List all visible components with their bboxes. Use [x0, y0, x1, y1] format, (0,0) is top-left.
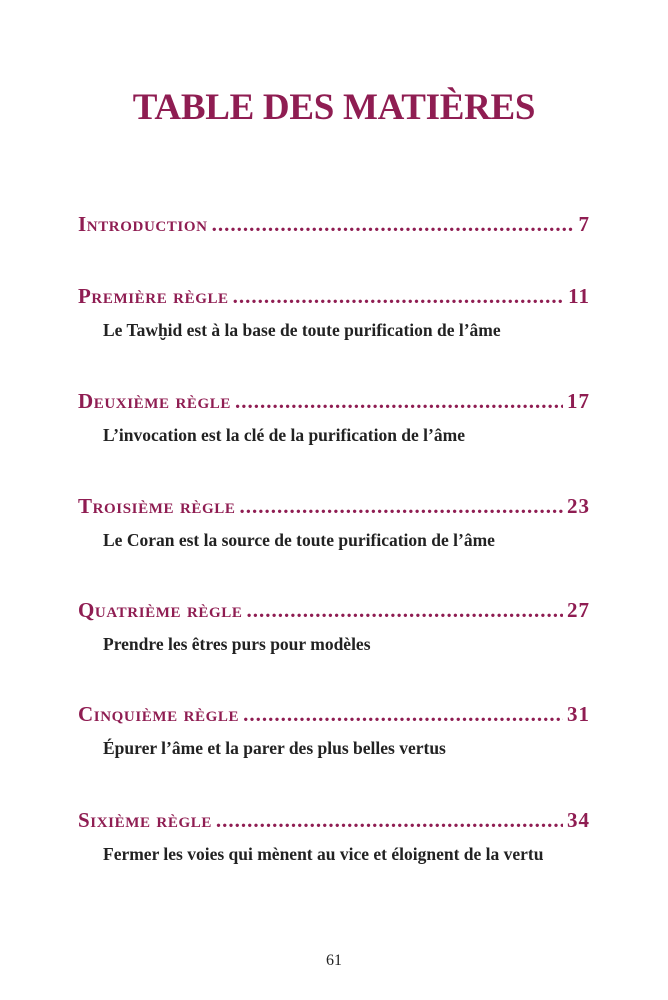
- toc-heading-label: Deuxième règle: [78, 389, 232, 413]
- toc-heading-row[interactable]: [78, 212, 590, 242]
- toc-entry-cinquieme-regle[interactable]: [78, 702, 590, 759]
- toc-entry-quatrieme-regle[interactable]: [78, 598, 590, 655]
- toc-page-number: 7: [578, 212, 590, 236]
- toc-heading-row[interactable]: [78, 702, 590, 732]
- dot-leader: [216, 808, 563, 833]
- toc-subtitle: Épurer l’âme et la parer des plus belles vertus: [103, 738, 446, 758]
- toc-entry-sixieme-regle[interactable]: [78, 808, 590, 865]
- toc-subtitle: Fermer les voies qui mènent au vice et éloignent de la vertu: [103, 844, 544, 864]
- toc-heading-label: Sixième règle: [78, 808, 212, 832]
- toc-subtitle: L’invocation est la clé de la purification de l’âme: [103, 425, 465, 445]
- toc-subtitle: Le Tawḫid est à la base de toute purification de l’âme: [103, 320, 501, 340]
- toc-entry-introduction[interactable]: [78, 212, 590, 242]
- dot-leader: [235, 389, 563, 414]
- toc-heading-row[interactable]: [78, 598, 590, 628]
- page-number: 61: [326, 952, 342, 969]
- toc-heading-row[interactable]: [78, 494, 590, 524]
- toc-heading-label: Introduction: [78, 212, 208, 236]
- toc-heading-row[interactable]: [78, 389, 590, 419]
- dot-leader: [243, 702, 563, 727]
- toc-page-number: 31: [567, 702, 590, 726]
- toc-subtitle: Prendre les êtres purs pour modèles: [103, 634, 371, 654]
- dot-leader: [239, 494, 563, 519]
- toc-heading-label: Quatrième règle: [78, 598, 243, 622]
- toc-entry-troisieme-regle[interactable]: [78, 494, 590, 551]
- page-title: TABLE DES MATIÈRES: [132, 87, 536, 128]
- dot-leader: [247, 598, 564, 623]
- toc-page-number: 34: [567, 808, 590, 832]
- toc-page-number: 11: [568, 284, 590, 308]
- toc-heading-label: Troisième règle: [78, 494, 236, 518]
- toc-heading-label: Cinquième règle: [78, 702, 240, 726]
- toc-page-number: 27: [567, 598, 590, 622]
- toc-subtitle: Le Coran est la source de toute purification de l’âme: [103, 530, 495, 550]
- toc-heading-row[interactable]: [78, 808, 590, 838]
- toc-page-number: 17: [567, 389, 590, 413]
- dot-leader: [212, 212, 575, 237]
- toc-entry-premiere-regle[interactable]: [78, 284, 590, 341]
- toc-heading-label: Première règle: [78, 284, 229, 308]
- toc-page-number: 23: [567, 494, 590, 518]
- toc-heading-row[interactable]: [78, 284, 590, 314]
- toc-entry-deuxieme-regle[interactable]: [78, 389, 590, 446]
- dot-leader: [233, 284, 564, 309]
